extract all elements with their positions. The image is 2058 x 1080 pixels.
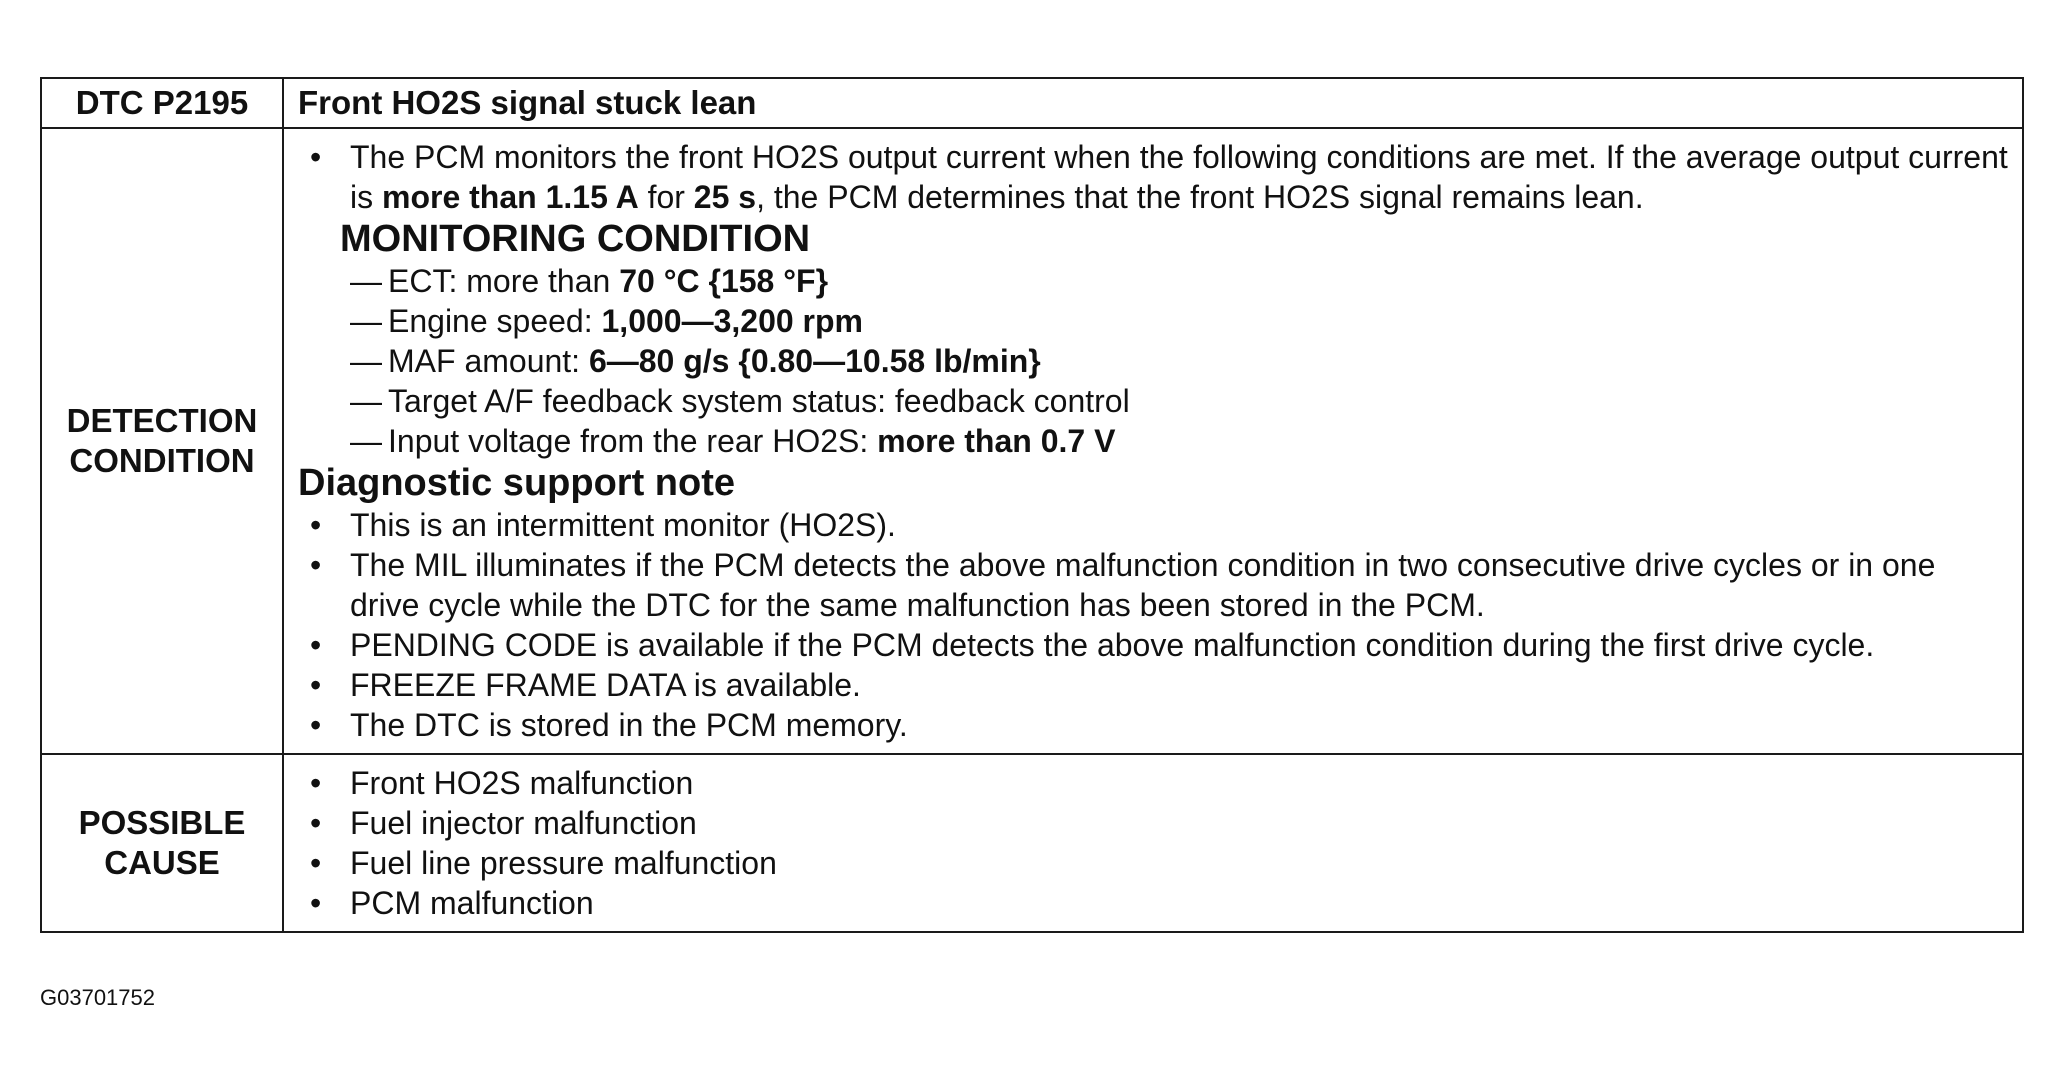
intro-duration: 25 s <box>693 179 757 215</box>
dash: — <box>350 303 382 339</box>
dash: — <box>350 263 382 299</box>
condition-text: Engine speed: <box>388 303 602 339</box>
dash: — <box>350 383 382 419</box>
condition-value: 1,000—3,200 rpm <box>601 303 863 339</box>
intro-text-3: , the PCM determines that the front HO2S signal remains lean. <box>756 179 1644 215</box>
condition-feedback <box>298 381 2012 421</box>
dtc-code-cell <box>41 78 283 128</box>
note-stored: • The DTC is stored in the PCM memory. <box>298 705 2012 745</box>
note-mil: • The MIL illuminates if the PCM detects the above malfunction condition in two consecutive drive cycles or in one drive cycle while the DTC for the same malfunction has been stored in the PCM. <box>298 545 2012 625</box>
condition-text: Input voltage from the rear HO2S: <box>388 423 878 459</box>
note-intermittent: • This is an intermittent monitor (HO2S). <box>298 505 2012 545</box>
cause-item: • Fuel injector malfunction <box>298 803 2012 843</box>
detection-label-line2: CONDITION <box>69 442 255 479</box>
dash: — <box>350 343 382 379</box>
detection-label-line1: DETECTION <box>66 402 258 439</box>
possible-cause-label-line1: POSSIBLE <box>78 804 246 841</box>
cause-item: • Fuel line pressure malfunction <box>298 843 2012 883</box>
intro-text-2: for <box>638 179 694 215</box>
condition-rear-ho2s <box>298 421 2012 461</box>
possible-cause-row <box>41 754 2023 932</box>
monitoring-heading: MONITORING CONDITION <box>340 218 811 260</box>
possible-cause-content-cell <box>283 754 2023 932</box>
intro-text-1: The PCM monitors the front HO2S output current when the following conditions are met. If the average output current is <box>350 139 2008 215</box>
intro-threshold: more than 1.15 A <box>382 179 639 215</box>
dtc-title: Front HO2S signal stuck lean <box>298 84 757 121</box>
dtc-table <box>40 77 2024 933</box>
header-row <box>41 78 2023 128</box>
condition-ect <box>298 261 2012 301</box>
possible-cause-label-line2: CAUSE <box>104 844 220 881</box>
dtc-code: DTC P2195 <box>75 84 249 121</box>
detection-label-cell <box>41 128 283 754</box>
note-pending: • PENDING CODE is available if the PCM detects the above malfunction condition during the first drive cycle. <box>298 625 2012 665</box>
detection-intro <box>298 137 2012 217</box>
condition-value: 70 °C {158 °F} <box>619 263 829 299</box>
note-freeze-frame: • FREEZE FRAME DATA is available. <box>298 665 2012 705</box>
condition-value: more than 0.7 V <box>877 423 1116 459</box>
dtc-title-cell <box>283 78 2023 128</box>
condition-text: MAF amount: <box>388 343 589 379</box>
cause-item: • PCM malfunction <box>298 883 2012 923</box>
cause-item: • Front HO2S malfunction <box>298 763 2012 803</box>
condition-engine-speed <box>298 301 2012 341</box>
condition-text: ECT: more than <box>388 263 620 299</box>
detection-content-cell <box>283 128 2023 754</box>
condition-maf <box>298 341 2012 381</box>
figure-code: G03701752 <box>40 985 155 1010</box>
condition-value: 6—80 g/s {0.80—10.58 lb/min} <box>588 343 1041 379</box>
dash: — <box>350 423 382 459</box>
condition-text: Target A/F feedback system status: feedback control <box>388 383 1130 419</box>
support-heading: Diagnostic support note <box>298 462 735 504</box>
possible-cause-label-cell <box>41 754 283 932</box>
detection-row <box>41 128 2023 754</box>
